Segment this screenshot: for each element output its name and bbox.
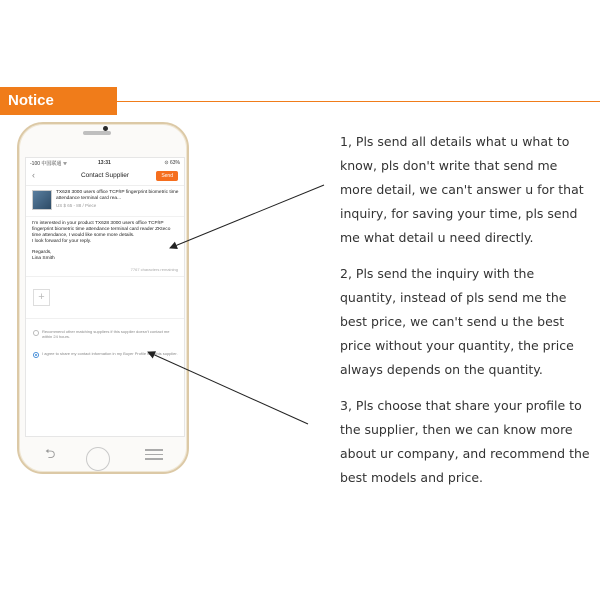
notes-panel (340, 130, 590, 502)
product-price: US $ 65 - 88 / Piece (56, 203, 97, 208)
note-1: 1, Pls send all details what u what to know, pls don't write that send me more detail, we can't answer u for that inquiry, for saving your time, pls send me what detail u need directly. (340, 134, 584, 245)
char-counter: 7767 characters remaining (130, 267, 178, 272)
note-3: 3, Pls choose that share your profile to the supplier, then we can know more about ur company, and recommend the best models and price. (340, 398, 590, 485)
notice-title: Notice (8, 92, 54, 109)
product-name: TX628 3000 users office TCP/IP fingerprint biometric time attendance terminal card rea... (56, 190, 179, 201)
recommend-label: Recommend other matching suppliers if this supplier doesn't contact me within 24 hours. (42, 329, 170, 339)
message-regards: Regards, (32, 250, 52, 255)
send-button[interactable]: Send (156, 171, 178, 181)
page-title: Contact Supplier (80, 172, 130, 179)
message-name: Lina Smith (32, 256, 55, 261)
status-carrier: -100 中国联通 ᯤ (30, 161, 68, 167)
share-profile-label: I agree to share my contact information in my Buyer Profile with this supplier. (42, 351, 178, 356)
back-icon[interactable]: ‹ (32, 170, 35, 180)
note-2: 2, Pls send the inquiry with the quantity, instead of pls send me the best price, we can't send u the best price without your quantity, the price always depends on the quantity. (340, 266, 574, 377)
message-body: I'm interested in your product TX628 3000 users office TCP/IP fingerprint biometric time attendance terminal card reader ZKteco time attendance, I would like some more details. (32, 221, 171, 238)
nav-back-icon[interactable]: ⮌ (45, 446, 56, 461)
arrow-3 (148, 352, 308, 424)
message-line2: I look forward for your reply. (32, 239, 92, 244)
arrow-1 (170, 185, 324, 248)
add-attachment-button[interactable]: + (33, 289, 50, 306)
status-time: 13:31 (98, 160, 111, 166)
status-battery: ⊙ 63% (164, 160, 180, 166)
